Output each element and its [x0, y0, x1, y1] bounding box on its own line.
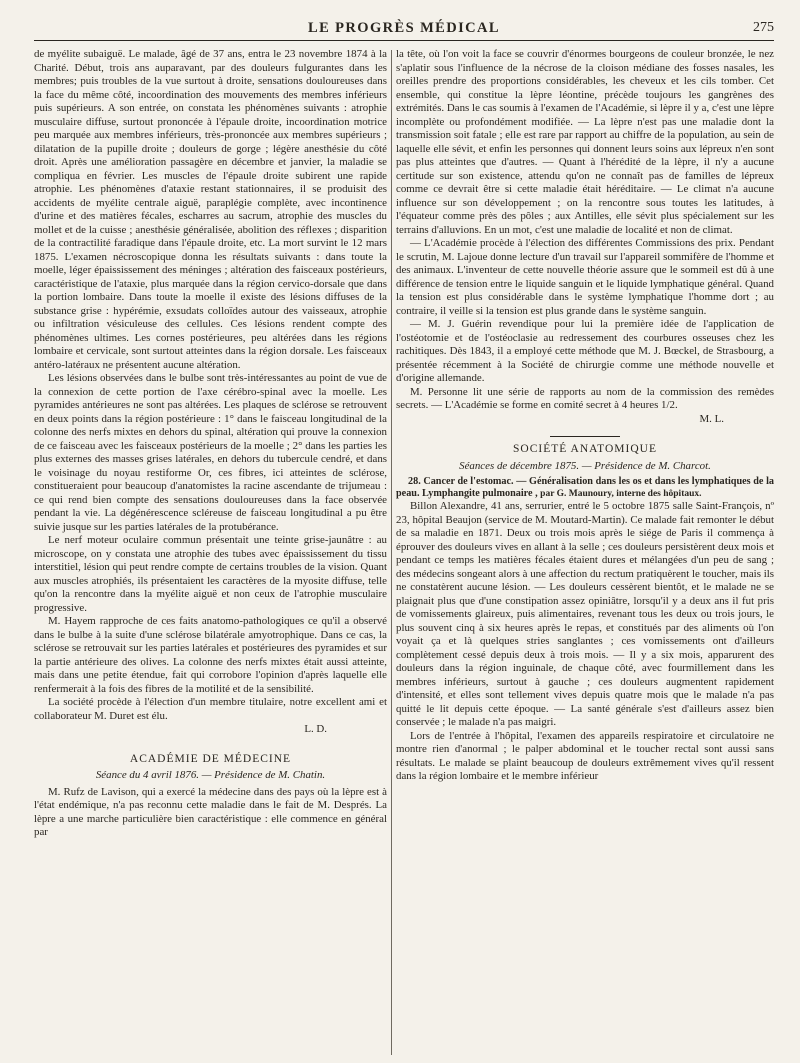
left-column — [34, 48, 387, 840]
right-column — [396, 48, 774, 784]
paragraph: La société procède à l'élection d'un membre titulaire, notre excellent ami et collaborateur M. Duret est élu. — [34, 696, 387, 722]
paragraph: M. Rufz de Lavison, qui a exercé la médecine dans des pays où la lèpre est à l'état endémique, n'a pas reconnu cette maladie dans le fait de M. Després. La lèpre a une marche particulière bien caractéristique : elle commence en général par — [34, 785, 387, 838]
paragraph: — L'Académie procède à l'élection des différentes Commissions des prix. Pendant le scrutin, M. Lajoue donne lecture d'un travail sur l'appareil sommifère de l'homme et des animaux. L'inventeur de cette nouvelle théorie assure que le sommeil est dû à une différence de tension entre le liquide sanguin et le liquide lymphatique général. Quand la tension est plus considérable dans le système lymphatique l'homme dort ; au contraire, il veille si la tension est plus grande dans le système sanguin. — [396, 237, 774, 317]
section-title: ACADÉMIE DE MÉDECINE — [129, 752, 292, 765]
paragraph: Le nerf moteur oculaire commun présentait une teinte grise-jaunâtre : au microscope, on y constata une atrophie des tubes avec épaississement du tissu interstitiel, lésion qui peut rendre compte de certains troubles de la vision. Quant aux muscles atrophiés, ils présentaient les caractères de la myosite diffuse, telle qu'on la rencontre dans la myélite aiguë et non ceux de l'atrophie musculaire progressive. — [34, 534, 387, 614]
session-line: Séances de décembre 1875. — Présidence de M. Charcot. — [459, 459, 711, 472]
column-divider — [391, 50, 392, 1055]
spacer — [34, 737, 387, 749]
case-title — [396, 476, 774, 500]
page-header — [34, 20, 774, 41]
paragraph: Billon Alexandre, 41 ans, serrurier, entré le 5 octobre 1875 salle Saint-François, nº 23, hôpital Beaujon (service de M. Moutard-Martin). Ce malade fait remonter le début de sa maladie en 1871. Deux ou trois mois après le siége de Paris il commença à éprouver des douleurs vives en allant à la selle ; ces douleurs persistèrent deux mois et pendant ce temps les matières fécales étaient dures et mélangées d'un peu de sang ; des médecins songeant alors à une affection du rectum pratiquèrent le toucher, mais ils ne constatèrent aucune lésion. — Les douleurs cessèrent bientôt, et le malade ne se plaignait plus que d'une constipation assez opiniâtre, lorsqu'il y a deux ans il fut pris de vomissements glaireux, puis alimentaires, revenant tous les deux ou trois jours, le plus souvent cinq à six heures après le repas, et constitués par des aliments où l'on voyait ça et là quelques stries sanglantes ; ces vomissements ont d'ailleurs complètement cessé depuis deux à trois mois. — Il y a six mois, apparurent des douleurs dans la région inguinale, de chaque côté, avec fourmillement dans les membres inférieurs, surtout à gauche ; ces douleurs augmentent rapidement d'intensité, et elles sont tellement vives depuis quatre mois que le malade n'a pas quitté le lit depuis cette époque. — La santé générale s'est d'ailleurs assez bien conservée ; le malade n'a pas maigri. — [396, 500, 774, 729]
paragraph: M. Hayem rapproche de ces faits anatomo-pathologiques ce qu'il a observé dans le bulbe à la suite d'une sclérose bilatérale amyotrophique. Dans ce cas, la sclérose se retrouvait sur les parties latérales et postérieures des pyramides et sur la partie antérieure des olives. La colonne des nerfs mixtes était aussi atteinte, mais dans une petite étendue, fait qui corrobore l'opinion d'après laquelle elle renfermerait à la fois des fibres de la motilité et de la sensibilité. — [34, 615, 387, 695]
paragraph: Lors de l'entrée à l'hôpital, l'examen des appareils respiratoire et circulatoire ne montre rien d'anormal ; le palper abdominal et le toucher rectal sont aussi sans résultats. Le malade se plaint beaucoup de douleurs extrêmement vives qu'il ressent dans la région lombaire et le membre inférieur — [396, 729, 774, 783]
session-line: Séance du 4 avril 1876. — Présidence de M. Chatin. — [95, 769, 326, 781]
paragraph: de myélite subaiguë. Le malade, âgé de 37 ans, entra le 23 novembre 1874 à la Charité. Début, trois ans auparavant, par des douleurs fulgurantes dans les membres; puis troubles de la vue surtout à droite, sensations douloureuses dans la face du même côté, incoordination des mouvements des membres inférieurs puis supérieurs. A son entrée, on constata les phénomènes suivants : atrophie musculaire diffuse, surtout prononcée à l'épaule droite, incoordination motrice peu marquée aux membres inférieurs, très-prononcée aux membres supérieurs ; dilatation de la pupille droite ; douleurs de gorge ; légère anesthésie du côté droit. Après une amélioration passagère en décembre et janvier, la maladie se compliqua en février. Les muscles de l'épaule droite subirent une rapide atrophie. Les phénomènes d'ataxie restant stationnaires, il se produisit des accidents de myélite centrale aiguë, paraplégie complète, avec incontinence d'urine et des matières fécales, escharres au sacrum, atrophie des muscles du mollet et de la cuisse ; anesthésie généralisée, abolition des réflexes ; disparition de la contractilité faradique dans l'épaule droite, etc. La mort survint le 12 mars 1875. L'examen nécroscopique donna les résultats suivants : dans toute la moelle, léger épaississement des méninges ; altération des faisceaux postérieurs, caractéristique de l'ataxie, plus marquée dans la région cervico-dorsale que dans la portion lombaire. Dans toute la moelle il existe des lésions diffuses de la substance grise : hypérémie, exsudats colloïdes autour des vaisseaux, atrophie ou infiltration vésiculeuse des cellules. Ces lésions rendent compte des phénomènes ultimes. Les cornes postérieures, peu altérées dans les régions lombaire et cervicale, sont surtout atteintes dans la région dorsale. Les faisceaux antéro-latéraux ne présentent aucune altération. — [34, 48, 387, 371]
case-title-text: 28. Cancer de l'estomac. — Généralisation dans les os et dans les lymphatiques de la peau. Lymphangite pulmonaire , — [396, 476, 774, 500]
signature: M. L. — [699, 412, 724, 425]
section-rule — [550, 436, 620, 437]
paragraph: la tête, où l'on voit la face se couvrir d'énormes bourgeons de couleur bronzée, le nez s'aplatir sous l'influence de la nécrose de la cloison médiane des fosses nasales, les oreilles prendre des proportions considérables, les cheveux et les cils tomber. Cet ensemble, qui constitue la lèpre léontine, précède toujours les gangrènes des extrémités. Dans le cas soumis à l'examen de l'Académie, si lèpre il y a, c'est une lèpre incomplète ou profondément modifiée. — La lèpre n'est pas une maladie dont la transmission soit fatale ; elle est rare par rapport au chiffre de la population, au sein de laquelle elle sévit, et enfin les personnes qui donnent leurs soins aux lépreux n'en sont pas plus atteintes que d'autres. — Quant à l'hérédité de la lèpre, il n'y a aucune certitude sur son existence, attendu qu'on ne connaît pas de familles de lépreux comme ce devrait être si cette maladie était héréditaire. — Le climat n'a aucune influence sur son développement ; on la rencontre sous toutes les latitudes, à l'équateur comme près des pôles ; aux Antilles, elle sévit plus spécialement sur les terrains d'alluvions. En un mot, c'est une maladie de localité et non de climat. — [396, 48, 774, 236]
byline: par G. Maunoury, interne des hôpitaux. — [540, 489, 702, 500]
signature: L. D. — [304, 723, 327, 735]
paragraph: M. Personne lit une série de rapports au nom de la commission des remèdes secrets. — L'Académie se forme en comité secret à 4 heures 1/2. — [396, 385, 774, 411]
running-title: LE PROGRÈS MÉDICAL — [308, 20, 500, 36]
paragraph: — M. J. Guérin revendique pour lui la première idée de l'application de l'ostéotomie et de l'ostéoclasie au redressement des courbures osseuses chez les rachitiques. Dès 1843, il a employé cette méthode que M. J. Bœckel, de Strasbourg, a présentée récemment à la Société de chirurgie comme une méthode nouvelle et d'origine allemande. — [396, 318, 774, 384]
page-number: 275 — [753, 20, 774, 35]
section-title: SOCIÉTÉ ANATOMIQUE — [513, 443, 657, 455]
paragraph: Les lésions observées dans le bulbe sont très-intéressantes au point de vue de la connexion de cette portion de l'axe cérébro-spinal avec la moelle. Les pyramides antérieures ne sont pas altérées. Les plaques de sclérose se retrouvent en deux points dans la région postérieure : 1° dans le faisceau longitudinal de la colonne des nerfs mixtes en dehors du spinal, altération qui prouve la connexion de ce faisceau avec les faisceaux postérieurs de la moelle ; 2° dans les parties les plus externes des masses grises latérales, en dehors du tubercule cendré, et dans le voisinage du noyau restiforme Or, ces fibres, ici atteintes de sclérose, constitueraient pour beaucoup d'anatomistes la racine ascendante de trijumeau : ce qui rend bien compte des sensations douloureuses dans la face observée pendant la vie. La dégénérescence scléreuse de faisceau longitudinal a pu être suivie jusque sur les parties latérales de la protubérance. — [34, 372, 387, 533]
